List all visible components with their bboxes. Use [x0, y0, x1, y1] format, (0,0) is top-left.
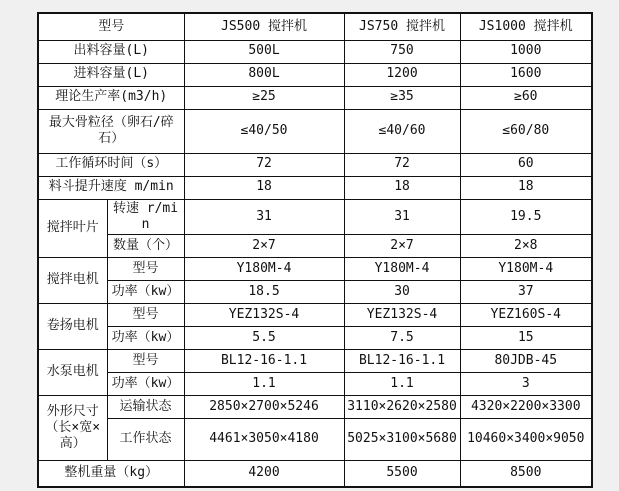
- sub-label: 功率（kw）: [107, 281, 184, 304]
- spec-value: 31: [184, 199, 344, 235]
- group-label: 搅拌叶片: [38, 199, 107, 258]
- spec-value: 2850×2700×5246: [184, 396, 344, 419]
- spec-value: 7.5: [344, 327, 460, 350]
- spec-value: 2×7: [344, 235, 460, 258]
- spec-value: 3110×2620×2580: [344, 396, 460, 419]
- spec-value: YEZ132S-4: [344, 304, 460, 327]
- spec-value: Y180M-4: [460, 258, 592, 281]
- table-row: [38, 86, 592, 109]
- spec-value: 18.5: [184, 281, 344, 304]
- table-row: [38, 327, 592, 350]
- spec-value: 60: [460, 153, 592, 176]
- sub-label: 功率（kw）: [107, 373, 184, 396]
- spec-value: 2×8: [460, 235, 592, 258]
- table-row: [38, 63, 592, 86]
- spec-value: 4200: [184, 461, 344, 487]
- sub-label: 工作状态: [107, 419, 184, 461]
- table-row: [38, 461, 592, 487]
- spec-value: 4461×3050×4180: [184, 419, 344, 461]
- spec-value: 72: [344, 153, 460, 176]
- sub-label: 运输状态: [107, 396, 184, 419]
- spec-value: 31: [344, 199, 460, 235]
- spec-value: 1600: [460, 63, 592, 86]
- header-model-label: 型号: [38, 13, 184, 40]
- spec-value: 72: [184, 153, 344, 176]
- header-col-js750: JS750 搅拌机: [344, 13, 460, 40]
- row-label: 出料容量(L): [38, 40, 184, 63]
- table-row: [38, 258, 592, 281]
- spec-value: ≤60/80: [460, 109, 592, 153]
- spec-value: 19.5: [460, 199, 592, 235]
- spec-value: 5025×3100×5680: [344, 419, 460, 461]
- spec-value: Y180M-4: [344, 258, 460, 281]
- row-label: 工作循环时间（s）: [38, 153, 184, 176]
- table-row: [38, 235, 592, 258]
- spec-value: ≥60: [460, 86, 592, 109]
- spec-value: 5.5: [184, 327, 344, 350]
- group-label: 搅拌电机: [38, 258, 107, 304]
- spec-value: ≥25: [184, 86, 344, 109]
- spec-value: 500L: [184, 40, 344, 63]
- table-row: [38, 40, 592, 63]
- spec-value: 10460×3400×9050: [460, 419, 592, 461]
- spec-value: 1.1: [344, 373, 460, 396]
- group-label: 水泵电机: [38, 350, 107, 396]
- spec-value: 800L: [184, 63, 344, 86]
- sub-label: 型号: [107, 258, 184, 281]
- group-label: 外形尺寸（长×宽×高）: [38, 396, 107, 461]
- spec-value: 15: [460, 327, 592, 350]
- spec-value: 18: [344, 176, 460, 199]
- sub-label: 功率（kw）: [107, 327, 184, 350]
- table-row: [38, 304, 592, 327]
- row-label: 理论生产率(m3/h): [38, 86, 184, 109]
- table-row: [38, 153, 592, 176]
- spec-value: ≤40/60: [344, 109, 460, 153]
- group-label: 卷扬电机: [38, 304, 107, 350]
- sub-label: 型号: [107, 304, 184, 327]
- sub-label: 型号: [107, 350, 184, 373]
- header-col-js500: JS500 搅拌机: [184, 13, 344, 40]
- header-col-js1000: JS1000 搅拌机: [460, 13, 592, 40]
- spec-value: ≤40/50: [184, 109, 344, 153]
- spec-value: 18: [460, 176, 592, 199]
- table-row: [38, 373, 592, 396]
- spec-value: Y180M-4: [184, 258, 344, 281]
- spec-value: 1200: [344, 63, 460, 86]
- spec-value: 30: [344, 281, 460, 304]
- table-row: [38, 419, 592, 461]
- spec-value: 4320×2200×3300: [460, 396, 592, 419]
- spec-value: 750: [344, 40, 460, 63]
- spec-value: 37: [460, 281, 592, 304]
- row-label: 料斗提升速度 m/min: [38, 176, 184, 199]
- spec-value: YEZ132S-4: [184, 304, 344, 327]
- spec-value: 18: [184, 176, 344, 199]
- table-row: [38, 199, 592, 235]
- table-row: [38, 281, 592, 304]
- mixer-spec-table: [37, 12, 593, 488]
- sub-label: 转速 r/min: [107, 199, 184, 235]
- spec-value: BL12-16-1.1: [184, 350, 344, 373]
- spec-value: 5500: [344, 461, 460, 487]
- row-label: 最大骨粒径（卵石/碎石）: [38, 109, 184, 153]
- row-label: 进料容量(L): [38, 63, 184, 86]
- spec-value: 8500: [460, 461, 592, 487]
- table-row: [38, 176, 592, 199]
- spec-value: 1.1: [184, 373, 344, 396]
- table-row: [38, 13, 592, 40]
- sub-label: 数量（个）: [107, 235, 184, 258]
- spec-value: YEZ160S-4: [460, 304, 592, 327]
- row-label: 整机重量（kg）: [38, 461, 184, 487]
- spec-value: BL12-16-1.1: [344, 350, 460, 373]
- table-row: [38, 350, 592, 373]
- spec-value: 3: [460, 373, 592, 396]
- spec-value: 1000: [460, 40, 592, 63]
- spec-value: 80JDB-45: [460, 350, 592, 373]
- table-row: [38, 109, 592, 153]
- spec-value: 2×7: [184, 235, 344, 258]
- table-row: [38, 396, 592, 419]
- spec-value: ≥35: [344, 86, 460, 109]
